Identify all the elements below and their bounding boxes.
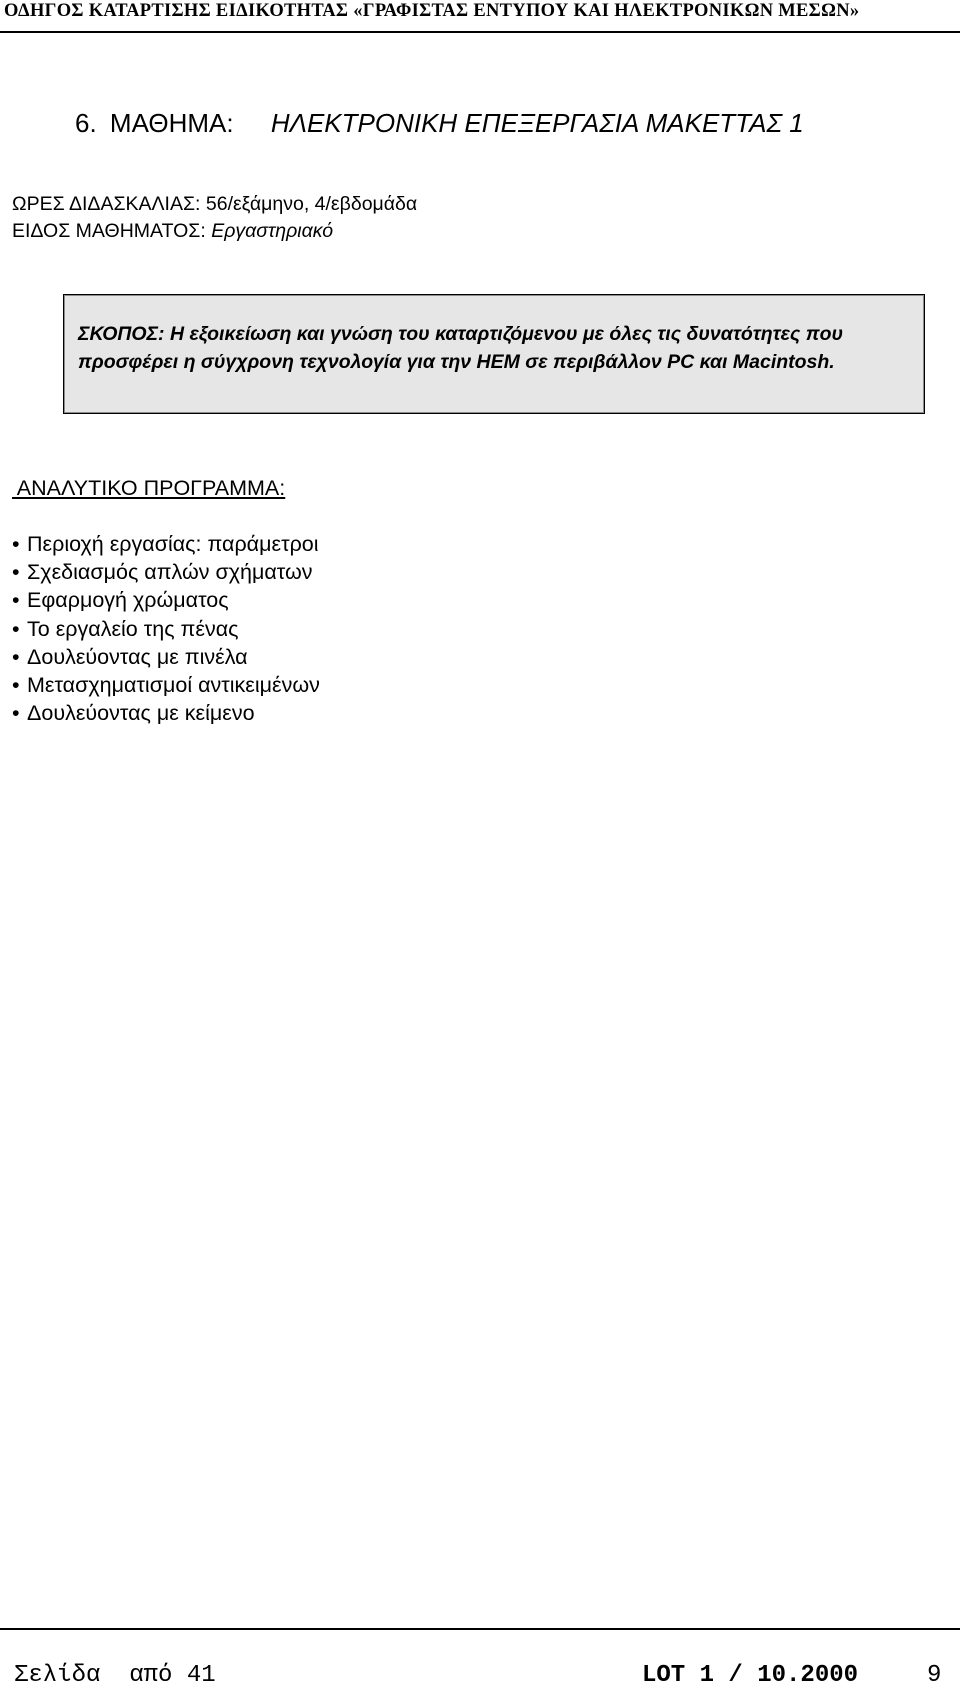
lesson-number: 6.: [75, 108, 97, 138]
list-item-label: Σχεδιασμός απλών σχήματων: [27, 560, 313, 585]
page-number: 9: [927, 1662, 942, 1689]
list-item: [12, 530, 320, 558]
lesson-type-value: Εργαστηριακό: [211, 220, 334, 242]
lesson-title: [75, 108, 804, 139]
bullet-icon: •: [12, 701, 20, 726]
page-header: [0, 0, 960, 33]
program-title: ΑΝΑΛΥΤΙΚΟ ΠΡΟΓΡΑΜΜΑ:: [12, 476, 286, 500]
list-item-label: Μετασχηματισμοί αντικειμένων: [27, 672, 320, 697]
list-item-label: Περιοχή εργασίας: παράμετροι: [27, 532, 319, 556]
bullet-icon: •: [12, 644, 20, 669]
list-item: [12, 615, 320, 643]
document-title: ΟΔΗΓΟΣ ΚΑΤΑΡΤΙΣΗΣ ΕΙΔΙΚΟΤΗΤΑΣ «ΓΡΑΦΙΣΤΑΣ ΕΝΤΥΠΟΥ ΚΑΙ ΗΛΕΚΤΡΟΝΙΚΩΝ ΜΕΣΩΝ»: [4, 1, 860, 21]
lesson-label: ΜΑΘΗΜΑ:: [109, 108, 234, 138]
teaching-hours: [12, 193, 417, 216]
list-item-label: Εφαρμογή χρώματος: [27, 588, 229, 613]
list-item: [12, 699, 320, 727]
topic-list: [12, 530, 320, 727]
teaching-hours-label: ΩΡΕΣ ΔΙΔΑΣΚΑΛΙΑΣ:: [12, 193, 201, 215]
goal-text: ΣΚΟΠΟΣ: Η εξοικείωση και γνώση του καταρτιζόμενου με όλες τις δυνατότητες που προσφέρει η σύγχρονη τεχνολογία για την ΗΕΜ σε περιβάλλον PC και Macintosh.: [78, 323, 844, 373]
list-item-label: Το εργαλείο της πένας: [27, 616, 239, 641]
teaching-hours-value: 56/εξάμηνο, 4/εβδομάδα: [205, 193, 418, 215]
list-item: [12, 586, 320, 614]
bullet-icon: •: [12, 616, 20, 641]
list-item-label: Δουλεύοντας με κείμενο: [27, 701, 255, 726]
list-item: [12, 671, 320, 699]
list-item-label: Δουλεύοντας με πινέλα: [27, 644, 248, 669]
list-item: [12, 558, 320, 586]
bullet-icon: •: [12, 672, 20, 697]
lesson-name: ΗΛΕΚΤΡΟΝΙΚΗ ΕΠΕΞΕΡΓΑΣΙΑ ΜΑΚΕΤΤΑΣ 1: [270, 108, 804, 138]
lesson-type-label: ΕΙΔΟΣ ΜΑΘΗΜΑΤΟΣ:: [12, 220, 206, 242]
bullet-icon: •: [12, 560, 20, 585]
list-item: [12, 643, 320, 671]
goal-box: [63, 294, 925, 414]
lesson-type: [12, 220, 333, 243]
footer-divider: [0, 1628, 960, 1630]
document-reference: LOT 1 / 10.2000: [642, 1662, 859, 1689]
bullet-icon: •: [12, 532, 20, 556]
bullet-icon: •: [12, 588, 20, 613]
page-of-total: Σελίδα από 41: [14, 1662, 216, 1689]
